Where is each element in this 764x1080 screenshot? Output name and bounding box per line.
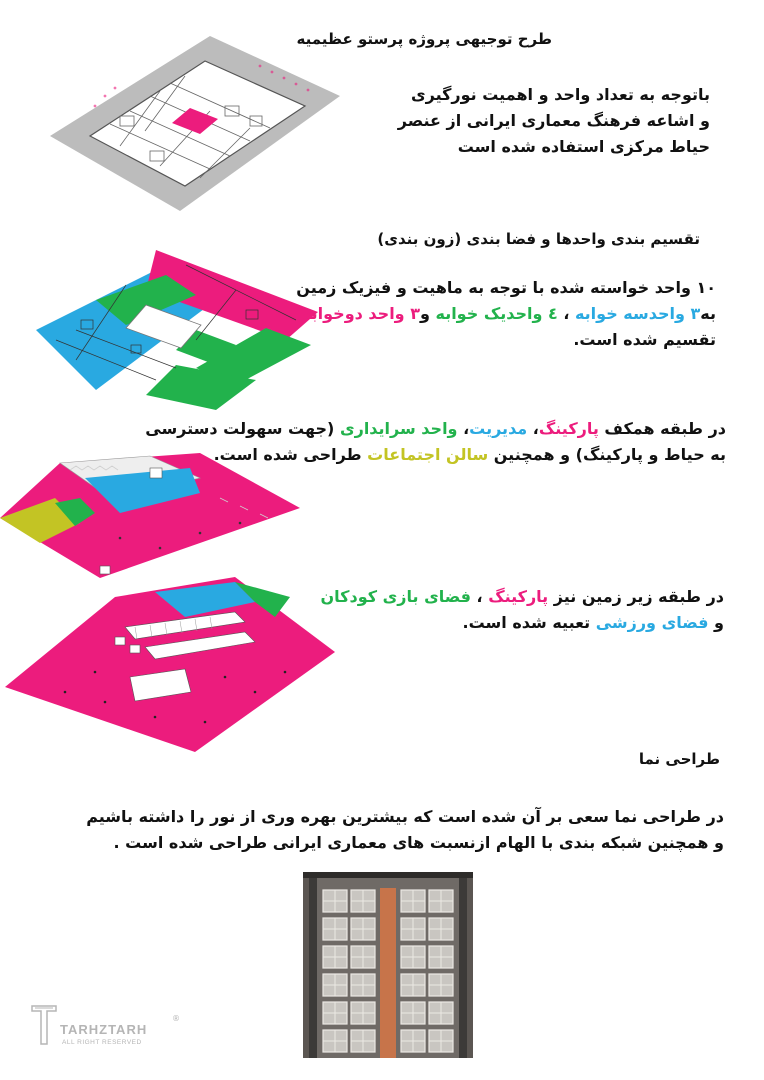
parking-label: پارکینگ: [538, 419, 599, 438]
intro-line: حیاط مرکزی استفاده شده است: [457, 137, 710, 156]
zoning-paragraph: [296, 275, 716, 353]
separator: ،: [557, 304, 575, 323]
ground-floor-plan-image: [0, 448, 300, 583]
text-suffix: تعبیه شده است.: [462, 613, 596, 632]
zoning-heading: تقسیم بندی واحدها و فضا بندی (زون بندی): [377, 230, 700, 248]
tarhztarh-logo: [30, 1002, 180, 1052]
text-prefix: به: [700, 304, 716, 323]
text-prefix: و: [708, 613, 724, 632]
page-title: طرح توجیهی پروژه پرستو عظیمیه: [296, 30, 552, 48]
intro-paragraph: [398, 82, 710, 160]
facade-line: در طراحی نما سعی بر آن شده است که بیشترین بهره وری از نور را داشته باشیم: [86, 807, 724, 826]
one-bedroom-label: ٤ واحدیک خوابه: [435, 304, 558, 323]
separator: ،: [527, 419, 539, 438]
text-suffix: طراحی شده است.: [213, 445, 368, 464]
playground-label: فضای بازی کودکان: [320, 587, 471, 606]
sport-area-label: فضای ورزشی: [595, 613, 709, 632]
zoning-plan-image: [36, 250, 318, 410]
intro-line: باتوجه به تعداد واحد و اهمیت نورگیری: [410, 85, 710, 104]
text-suffix: (جهت سهولت دسترسی: [145, 419, 340, 438]
management-label: مدیریت: [469, 419, 528, 438]
site-plan-image: [50, 36, 340, 211]
zoning-line: تقسیم شده است.: [573, 330, 716, 349]
logo-mark-icon: [30, 1002, 58, 1046]
intro-line: و اشاعه فرهنگ معماری ایرانی از عنصر: [397, 111, 710, 130]
basement-paragraph: [321, 584, 724, 636]
separator: ،: [470, 587, 489, 606]
basement-plan-image: [5, 577, 335, 752]
two-bedroom-label: ۳ واحد دوخوابه: [301, 304, 420, 323]
text-prefix: در طبقه زیر زمین نیز: [548, 587, 724, 606]
basement-line: [321, 610, 724, 636]
parking-label: پارکینگ: [488, 587, 549, 606]
facade-render-image: [303, 872, 473, 1058]
logo-tagline: ALL RIGHT RESERVED: [62, 1039, 142, 1046]
zoning-line: ۱۰ واحد خواسته شده با توجه به ماهیت و فیزیک زمین: [296, 278, 716, 297]
basement-line: [321, 584, 724, 610]
separator: ،: [457, 419, 470, 438]
ground-floor-line: [145, 416, 726, 442]
separator: و: [419, 304, 436, 323]
text-prefix: در طبقه همکف: [598, 419, 726, 438]
logo-brand: TARHZTARH: [60, 1022, 148, 1037]
three-bedroom-label: ۳ واحدسه خوابه: [574, 304, 701, 323]
facade-heading: طراحی نما: [638, 750, 720, 768]
caretaker-label: واحد سرایداری: [339, 419, 458, 438]
facade-line: و همچنین شبکه بندی با الهام ازنسبت های معماری ایرانی طراحی شده است .: [113, 833, 724, 852]
facade-paragraph: [86, 804, 724, 856]
zoning-line: [296, 301, 716, 327]
logo-registered-mark: ®: [172, 1014, 180, 1023]
meeting-hall-label: سالن اجتماعات: [367, 445, 489, 464]
text-prefix: به حیاط و پارکینگ) و همچنین: [488, 445, 726, 464]
